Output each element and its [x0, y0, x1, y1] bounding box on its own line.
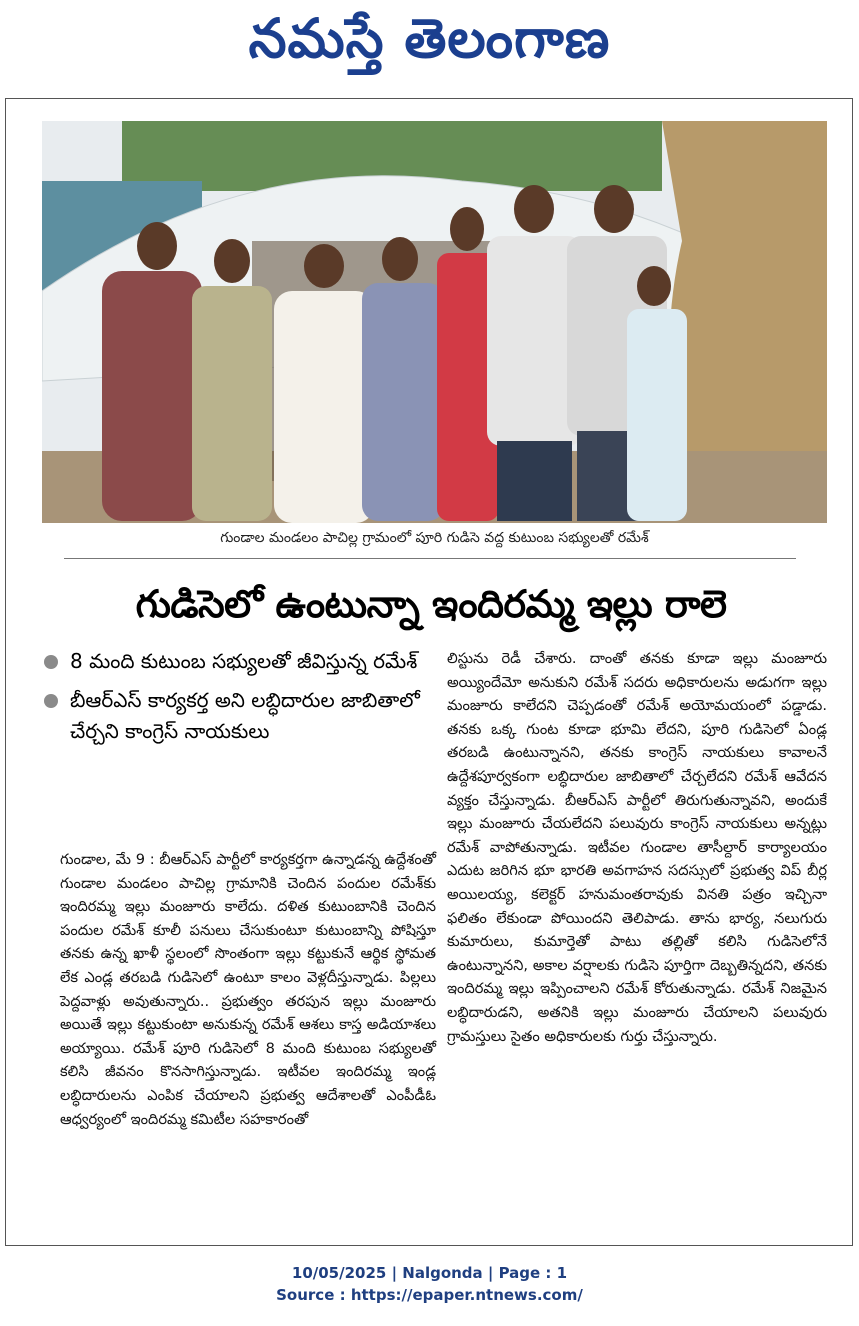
page-footer — [0, 1262, 859, 1306]
footer-edition-info: 10/05/2025 | Nalgonda | Page : 1 — [291, 1264, 568, 1282]
highlight-text: బీఆర్ఎస్ కార్యకర్త అని లబ్ధిదారుల జాబితాలో చేర్చని కాంగ్రెస్ నాయకులు — [70, 688, 420, 743]
highlight-item — [40, 646, 425, 677]
bullet-dot-icon — [44, 655, 58, 669]
photo-illustration — [42, 121, 827, 523]
highlight-list — [40, 646, 425, 755]
photo-caption: గుండాల మండలం పాచిల్ల గ్రామంలో పూరి గుడిసె వద్ద కుటుంబ సభ్యులతో రమేశ్ — [220, 530, 649, 546]
article-headline: గుడిసెలో ఉంటున్నా ఇందిరమ్మ ఇల్లు రాలె — [135, 582, 727, 626]
bullet-dot-icon — [44, 694, 58, 708]
article-photo — [42, 121, 827, 523]
highlight-item — [40, 685, 425, 747]
article-body-left-column: గుండాల, మే 9 : బీఆర్ఎస్ పార్టీలో కార్యకర్తగా ఉన్నాడన్న ఉద్దేశంతో గుండాల మండలం పాచిల్ల గ్రామానికి చెందిన పందుల రమేశ్‌కు ఇందిరమ్మ ఇల్లు మంజూరు కాలేదు. దళిత కుటుంబానికి చెందిన పందుల రమేశ్ కూలీ పనులు చేసుకుంటూ కుటుంబాన్ని పోషిస్తూ తనకు ఉన్న ఖాళీ స్థలంలో సొంతంగా ఇల్లు కట్టుకునే ఆర్థిక స్థోమత లేక ఎండ్ల తరబడి గుడిసెలో ఉంటూ కాలం వెళ్లదీస్తున్నాడు. పిల్లలు పెద్దవాళ్లు అవుతున్నారు.. ప్రభుత్వం తరపున ఇల్లు మంజూరు అయితే ఇల్లు కట్టుకుంటా అనుకున్న రమేశ్ ఆశలు కాస్త అడియాశలు అయ్యాయి. రమేశ్ పూరి గుడిసెలో 8 మంది కుటుంబ సభ్యులతో కలిసి జీవనం కొనసాగిస్తున్నాడు. ఇటీవల ఇందిరమ్మ ఇండ్ల లబ్ధిదారులను ఎంపిక చేయాలని ప్రభుత్వ ఆదేశాలతో ఎంపీడీఓ ఆధ్వర్యంలో ఇందిరమ్మ కమిటీల సహకారంతో — [60, 851, 436, 1128]
article-body-right-column: లిస్టును రెడీ చేశారు. దాంతో తనకు కూడా ఇల్లు మంజూరు అయ్యిందేమో అనుకుని రమేశ్ సదరు అధికారులను అడుగగా ఇల్లు మంజూరు కాలేదని చెప్పడంతో రమేశ్ అయోమయంలో పడ్డాడు. తనకు ఒక్క గుంట కూడా భూమి లేదని, పూరి గుడిసెలో ఏండ్ల తరబడి ఉంటున్నానని, తనకు కాంగ్రెస్ నాయకులు కావాలనే ఉద్దేశపూర్వకంగా లబ్ధిదారుల జాబితాలో చేర్చలేదని రమేశ్ ఆవేదన వ్యక్తం చేస్తున్నాడు. బీఆర్ఎస్ పార్టీలో తిరుగుతున్నావని, అందుకే ఇల్లు మంజూరు చేయలేదని పలువురు కాంగ్రెస్ నాయకులు అన్నట్లు రమేశ్ వాపోతున్నాడు. ఇటీవల గుండాల తాసీల్దార్ కార్యాలయం ఎదుట జరిగిన భూ భారతి అవగాహన సదస్సులో ప్రభుత్వ విప్ బీర్ల అయిలయ్య, కలెక్టర్ హనుమంతరావుకు వినతి పత్రం ఇచ్చినా ఫలితం లేకుండా పోయిందని తెలిపాడు. తాను భార్య, నలుగురు కుమారులు, కుమార్తెతో పాటు తల్లితో కలిసి గుడిసెలోనే ఉంటున్నానని, అకాల వర్షాలకు గుడిసె పూర్తిగా దెబ్బతిన్నదని, తనకు ఇందిరమ్మ ఇల్లు ఇప్పించాలని రమేశ్ కోరుతున్నాడు. రమేశ్ నిజమైన లబ్ధిదారుడని, అతనికి ఇల్లు మంజూరు చేయాలని పలువురు గ్రామస్తులు సైతం అధికారులకు గుర్తు చేస్తున్నారు. — [447, 650, 827, 1045]
caption-divider — [64, 558, 796, 559]
footer-source-link[interactable]: Source : https://epaper.ntnews.com/ — [276, 1286, 583, 1304]
masthead-title: నమస్తే తెలంగాణ — [248, 7, 611, 70]
highlight-text: 8 మంది కుటుంబ సభ్యులతో జీవిస్తున్న రమేశ్ — [70, 649, 418, 673]
